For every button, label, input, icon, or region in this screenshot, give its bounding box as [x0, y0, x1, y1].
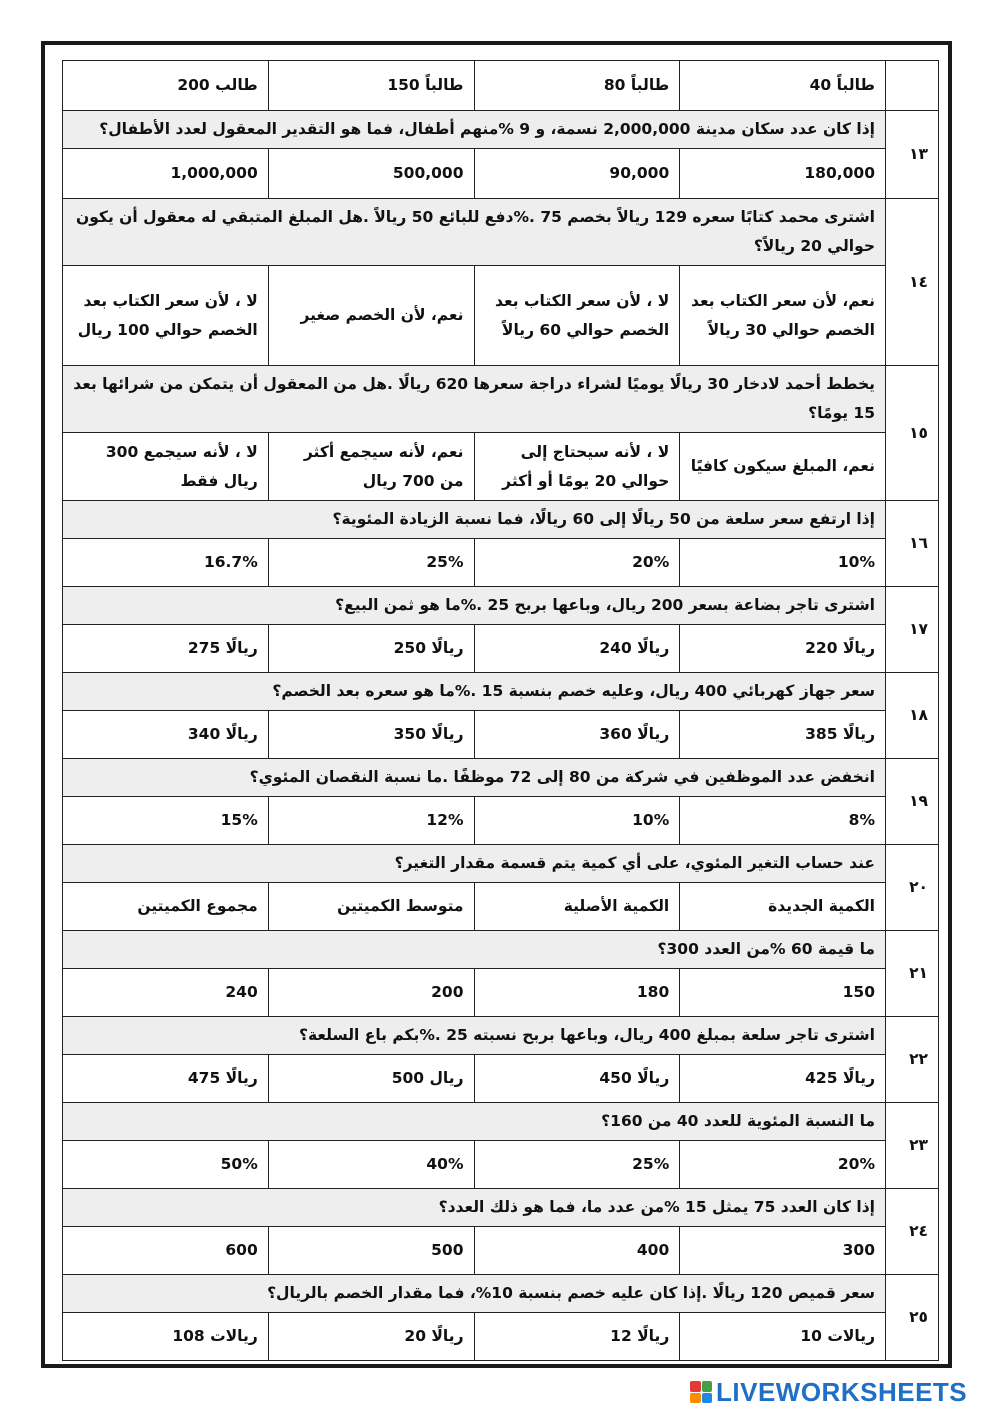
question-text: انخفض عدد الموظفين في شركة من 80 إلى 72 موظفًا .ما نسبة النقصان المئوي؟	[63, 759, 886, 797]
answer-option[interactable]: 10%	[474, 797, 680, 845]
question-text: سعر جهاز كهربائي 400 ريال، وعليه خصم بنسبة 15 .%ما هو سعره بعد الخصم؟	[63, 673, 886, 711]
answer-option[interactable]: 240	[63, 969, 269, 1017]
question-number: ٢٣	[886, 1103, 939, 1189]
answer-option[interactable]: 180,000	[680, 149, 886, 199]
options-row	[63, 1055, 939, 1103]
answer-option[interactable]: ريالات 10	[680, 1313, 886, 1361]
question-text: اشترى تاجر سلعة بمبلغ 400 ريال، وباعها بربح نسبته 25 .%بكم باع السلعة؟	[63, 1017, 886, 1055]
answer-option[interactable]: 20%	[474, 539, 680, 587]
question-text: عند حساب التغير المئوي، على أي كمية يتم قسمة مقدار التغير؟	[63, 845, 886, 883]
options-row	[63, 1313, 939, 1361]
question-number: ١٥	[886, 366, 939, 501]
logo-text: LIVEWORKSHEETS	[716, 1376, 968, 1407]
question-row	[63, 1017, 939, 1055]
answer-option[interactable]: 600	[63, 1227, 269, 1275]
worksheet-table	[62, 60, 939, 1361]
answer-option[interactable]: ريال 500	[268, 1055, 474, 1103]
options-row	[63, 625, 939, 673]
answer-option[interactable]: ريالًا 340	[63, 711, 269, 759]
answer-option[interactable]: ريالًا 240	[474, 625, 680, 673]
options-row	[63, 969, 939, 1017]
answer-option[interactable]: لا ، لأن سعر الكتاب بعد الخصم حوالي 60 ريالاً	[474, 266, 680, 366]
answer-option[interactable]: ريالات 108	[63, 1313, 269, 1361]
answer-option[interactable]: 15%	[63, 797, 269, 845]
answer-option[interactable]: ريالًا 250	[268, 625, 474, 673]
answer-option[interactable]: ريالًا 350	[268, 711, 474, 759]
options-row	[63, 61, 939, 111]
question-number: ٢١	[886, 931, 939, 1017]
question-text: سعر قميص 120 ريالًا .إذا كان عليه خصم بنسبة 10%، فما مقدار الخصم بالريال؟	[63, 1275, 886, 1313]
answer-option[interactable]: طالب 200	[63, 61, 269, 111]
question-text: اشترى تاجر بضاعة بسعر 200 ريال، وباعها بربح 25 .%ما هو ثمن البيع؟	[63, 587, 886, 625]
answer-option[interactable]: طالباً 150	[268, 61, 474, 111]
question-number: ١٩	[886, 759, 939, 845]
answer-option[interactable]: طالباً 80	[474, 61, 680, 111]
answer-option[interactable]: 150	[680, 969, 886, 1017]
options-row	[63, 433, 939, 501]
question-number: ١٨	[886, 673, 939, 759]
answer-option[interactable]: لا ، لأن سعر الكتاب بعد الخصم حوالي 100 ريال	[63, 266, 269, 366]
question-row	[63, 845, 939, 883]
answer-option[interactable]: ريالًا 450	[474, 1055, 680, 1103]
question-row	[63, 759, 939, 797]
question-number: ٢٤	[886, 1189, 939, 1275]
answer-option[interactable]: 500	[268, 1227, 474, 1275]
question-row	[63, 111, 939, 149]
logo-icon	[690, 1381, 712, 1403]
question-text: ما النسبة المئوية للعدد 40 من 160؟	[63, 1103, 886, 1141]
question-number	[886, 61, 939, 111]
question-number: ٢٠	[886, 845, 939, 931]
question-number: ٢٥	[886, 1275, 939, 1361]
answer-option[interactable]: ريالًا 425	[680, 1055, 886, 1103]
answer-option[interactable]: طالباً 40	[680, 61, 886, 111]
question-text: إذا ارتفع سعر سلعة من 50 ريالًا إلى 60 ريالًا، فما نسبة الزيادة المئوية؟	[63, 501, 886, 539]
options-row	[63, 883, 939, 931]
question-number: ١٣	[886, 111, 939, 199]
answer-option[interactable]: لا ، لأنه سيجمع 300 ريال فقط	[63, 433, 269, 501]
question-row	[63, 931, 939, 969]
answer-option[interactable]: الكمية الأصلية	[474, 883, 680, 931]
question-number: ٢٢	[886, 1017, 939, 1103]
question-row	[63, 673, 939, 711]
answer-option[interactable]: 12%	[268, 797, 474, 845]
answer-option[interactable]: ريالًا 475	[63, 1055, 269, 1103]
answer-option[interactable]: 90,000	[474, 149, 680, 199]
options-row	[63, 539, 939, 587]
options-row	[63, 711, 939, 759]
question-text: إذا كان عدد سكان مدينة 2,000,000 نسمة، و 9 %منهم أطفال، فما هو التقدير المعقول لعدد الأطفال؟	[63, 111, 886, 149]
answer-option[interactable]: 400	[474, 1227, 680, 1275]
question-row	[63, 1189, 939, 1227]
answer-option[interactable]: 16.7%	[63, 539, 269, 587]
options-row	[63, 149, 939, 199]
answer-option[interactable]: نعم، المبلغ سيكون كافيًا	[680, 433, 886, 501]
question-row	[63, 366, 939, 433]
question-text: اشترى محمد كتابًا سعره 129 ريالاً بخصم 75 .%دفع للبائع 50 ريالاً .هل المبلغ المتبقي له معقول أن يكون حوالي 20 ريالاً؟	[63, 199, 886, 266]
answer-option[interactable]: 25%	[268, 539, 474, 587]
answer-option[interactable]: 25%	[474, 1141, 680, 1189]
answer-option[interactable]: 20%	[680, 1141, 886, 1189]
question-number: ١٤	[886, 199, 939, 366]
answer-option[interactable]: ريالًا 275	[63, 625, 269, 673]
liveworksheets-logo	[690, 1378, 967, 1406]
answer-option[interactable]: 180	[474, 969, 680, 1017]
options-row	[63, 266, 939, 366]
question-row	[63, 1103, 939, 1141]
answer-option[interactable]: الكمية الجديدة	[680, 883, 886, 931]
answer-option[interactable]: 200	[268, 969, 474, 1017]
question-row	[63, 587, 939, 625]
answer-option[interactable]: 1,000,000	[63, 149, 269, 199]
answer-option[interactable]: ريالًا 385	[680, 711, 886, 759]
answer-option[interactable]: لا ، لأنه سيحتاج إلى حوالي 20 يومًا أو أكثر	[474, 433, 680, 501]
answer-option[interactable]: نعم، لأن سعر الكتاب بعد الخصم حوالي 30 ريالاً	[680, 266, 886, 366]
answer-option[interactable]: ريالًا 12	[474, 1313, 680, 1361]
question-number: ١٦	[886, 501, 939, 587]
answer-option[interactable]: 300	[680, 1227, 886, 1275]
answer-option[interactable]: 50%	[63, 1141, 269, 1189]
question-row	[63, 501, 939, 539]
question-number: ١٧	[886, 587, 939, 673]
question-text: إذا كان العدد 75 يمثل 15 %من عدد ما، فما هو ذلك العدد؟	[63, 1189, 886, 1227]
answer-option[interactable]: 500,000	[268, 149, 474, 199]
answer-option[interactable]: متوسط الكميتين	[268, 883, 474, 931]
answer-option[interactable]: ريالًا 220	[680, 625, 886, 673]
answer-option[interactable]: 40%	[268, 1141, 474, 1189]
question-text: يخطط أحمد لادخار 30 ريالًا يوميًا لشراء دراجة سعرها 620 ريالًا .هل من المعقول أن يتمكن من شرائها بعد 15 يومًا؟	[63, 366, 886, 433]
answer-option[interactable]: نعم، لأن الخصم صغير	[268, 266, 474, 366]
question-text: ما قيمة 60 %من العدد 300؟	[63, 931, 886, 969]
options-row	[63, 797, 939, 845]
answer-option[interactable]: 8%	[680, 797, 886, 845]
answer-option[interactable]: 10%	[680, 539, 886, 587]
answer-option[interactable]: نعم، لأنه سيجمع أكثر من 700 ريال	[268, 433, 474, 501]
options-row	[63, 1227, 939, 1275]
answer-option[interactable]: ريالًا 20	[268, 1313, 474, 1361]
question-row	[63, 199, 939, 266]
answer-option[interactable]: ريالًا 360	[474, 711, 680, 759]
question-row	[63, 1275, 939, 1313]
options-row	[63, 1141, 939, 1189]
answer-option[interactable]: مجموع الكميتين	[63, 883, 269, 931]
